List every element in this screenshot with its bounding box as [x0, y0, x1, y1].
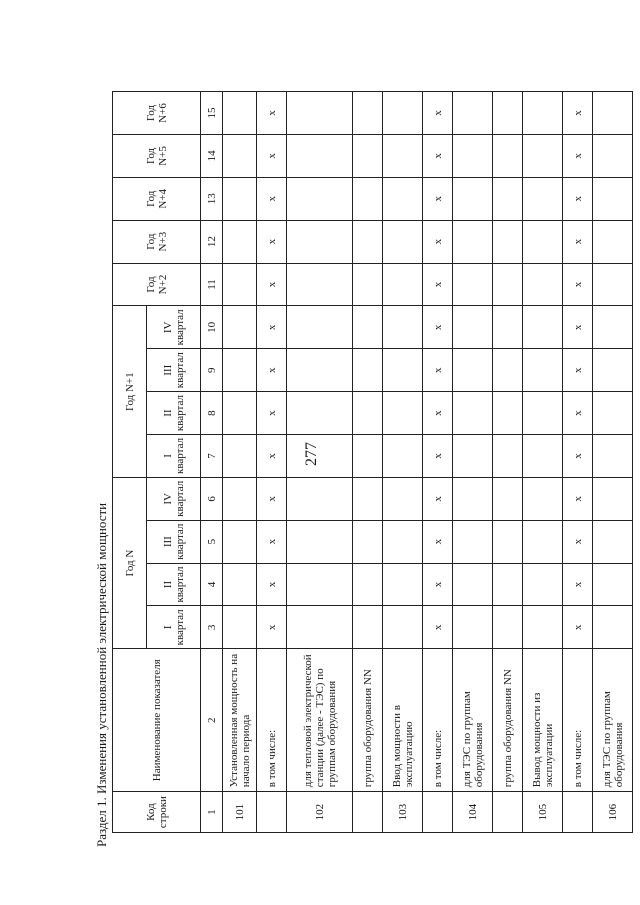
table-cell: [593, 563, 633, 606]
table-cell: [593, 520, 633, 563]
header-quarter-3: III квартал: [147, 349, 201, 392]
rotated-page-content: [92, 87, 625, 847]
table-cell: [493, 220, 523, 263]
row-code: 101: [223, 792, 257, 833]
table-cell: [353, 563, 383, 606]
column-number: 1: [201, 792, 223, 833]
row-name: Вывод мощности из эксплуатации: [523, 649, 563, 792]
header-quarter-1: I квартал: [147, 435, 201, 478]
table-cell: х: [423, 606, 453, 649]
table-body: [223, 92, 633, 833]
row-name: в том числе:: [563, 649, 593, 792]
row-code: 105: [523, 792, 563, 833]
table-cell: [493, 520, 523, 563]
column-number: 10: [201, 306, 223, 349]
table-cell: [493, 134, 523, 177]
header-name: Наименование показателя: [113, 649, 201, 792]
table-cell: [593, 177, 633, 220]
table-cell: [523, 520, 563, 563]
header-code: Код строки: [113, 792, 201, 833]
table-cell: [453, 263, 493, 306]
table-cell: [493, 606, 523, 649]
row-name: в том числе:: [423, 649, 453, 792]
table-cell: [523, 477, 563, 520]
table-cell: [287, 134, 353, 177]
table-cell: х: [423, 477, 453, 520]
table-cell: [287, 263, 353, 306]
table-cell: х: [423, 435, 453, 478]
table-cell: х: [423, 520, 453, 563]
row-name: для ТЭС по группам оборудования: [593, 649, 633, 792]
table-cell: [353, 263, 383, 306]
column-number: 8: [201, 392, 223, 435]
header-year-n6: Год N+6: [113, 92, 201, 135]
column-number: 6: [201, 477, 223, 520]
table-cell: х: [423, 92, 453, 135]
table-cell: [523, 177, 563, 220]
table-cell: [453, 220, 493, 263]
column-number-row: [201, 92, 223, 833]
table-cell: [593, 606, 633, 649]
table-cell: х: [257, 92, 287, 135]
table-cell: [523, 435, 563, 478]
column-number: 2: [201, 649, 223, 792]
table-cell: [383, 92, 423, 135]
row-code: [257, 792, 287, 833]
table-cell: [223, 177, 257, 220]
table-cell: х: [563, 606, 593, 649]
table-cell: [523, 563, 563, 606]
table-cell: [493, 435, 523, 478]
table-cell: х: [257, 220, 287, 263]
row-name: группа оборудования NN: [353, 649, 383, 792]
table-row: [423, 92, 453, 833]
table-cell: [453, 520, 493, 563]
table-row: [353, 92, 383, 833]
table-cell: [493, 177, 523, 220]
capacity-table: [112, 91, 633, 833]
row-code: 103: [383, 792, 423, 833]
table-cell: [223, 477, 257, 520]
table-cell: х: [423, 220, 453, 263]
table-cell: х: [257, 306, 287, 349]
table-cell: [223, 606, 257, 649]
table-cell: [383, 563, 423, 606]
header-quarter-2: II квартал: [147, 392, 201, 435]
header-year-n4: Год N+4: [113, 177, 201, 220]
row-code: 104: [453, 792, 493, 833]
table-cell: [223, 306, 257, 349]
table-cell: х: [423, 306, 453, 349]
table-cell: [523, 134, 563, 177]
table-cell: х: [563, 435, 593, 478]
row-code: 102: [287, 792, 353, 833]
table-cell: [493, 477, 523, 520]
header-year-n1: Год N+1: [113, 306, 147, 477]
table-cell: х: [423, 263, 453, 306]
table-cell: [453, 435, 493, 478]
table-cell: [223, 92, 257, 135]
table-cell: [223, 220, 257, 263]
table-cell: [453, 349, 493, 392]
table-cell: [287, 92, 353, 135]
table-cell: [287, 220, 353, 263]
column-number: 3: [201, 606, 223, 649]
table-cell: [493, 349, 523, 392]
table-cell: [493, 92, 523, 135]
row-code: 106: [593, 792, 633, 833]
table-cell: [453, 92, 493, 135]
table-cell: [593, 392, 633, 435]
table-cell: х: [563, 92, 593, 135]
table-cell: х: [257, 177, 287, 220]
table-row: [593, 92, 633, 833]
table-cell: [287, 477, 353, 520]
table-cell: [593, 92, 633, 135]
table-cell: [523, 92, 563, 135]
header-quarter-2: II квартал: [147, 563, 201, 606]
table-cell: [287, 392, 353, 435]
table-cell: [287, 306, 353, 349]
table-cell: [223, 349, 257, 392]
table-cell: х: [257, 134, 287, 177]
table-cell: [383, 520, 423, 563]
table-cell: х: [423, 392, 453, 435]
table-cell: [493, 263, 523, 306]
row-code: [423, 792, 453, 833]
table-cell: [353, 477, 383, 520]
table-cell: х: [257, 520, 287, 563]
table-cell: [353, 349, 383, 392]
table-cell: х: [423, 177, 453, 220]
table-cell: [353, 392, 383, 435]
column-number: 9: [201, 349, 223, 392]
column-number: 4: [201, 563, 223, 606]
table-cell: [593, 306, 633, 349]
column-number: 13: [201, 177, 223, 220]
table-cell: х: [257, 477, 287, 520]
table-cell: [453, 177, 493, 220]
table-row: [453, 92, 493, 833]
table-cell: [493, 392, 523, 435]
column-number: 11: [201, 263, 223, 306]
table-cell: [593, 263, 633, 306]
table-cell: [453, 477, 493, 520]
table-cell: [383, 134, 423, 177]
row-name: для тепловой электрической станции (далее - ТЭС) по группам оборудования: [287, 649, 353, 792]
table-cell: [383, 435, 423, 478]
table-cell: [287, 177, 353, 220]
table-cell: х: [563, 349, 593, 392]
header-quarter-1: I квартал: [147, 606, 201, 649]
table-cell: [593, 477, 633, 520]
table-cell: [223, 435, 257, 478]
table-cell: [453, 134, 493, 177]
table-row: [523, 92, 563, 833]
table-cell: х: [563, 220, 593, 263]
table-cell: [353, 220, 383, 263]
table-cell: [287, 520, 353, 563]
table-cell: х: [563, 392, 593, 435]
header-quarter-3: III квартал: [147, 520, 201, 563]
row-code: [353, 792, 383, 833]
table-cell: х: [257, 263, 287, 306]
table-cell: [523, 349, 563, 392]
table-cell: [353, 177, 383, 220]
table-cell: х: [423, 563, 453, 606]
table-cell: х: [563, 263, 593, 306]
table-cell: х: [257, 606, 287, 649]
table-cell: х: [563, 563, 593, 606]
table-cell: [523, 606, 563, 649]
table-cell: [287, 563, 353, 606]
table-cell: [523, 263, 563, 306]
row-name: в том числе:: [257, 649, 287, 792]
table-cell: [353, 606, 383, 649]
column-number: 15: [201, 92, 223, 135]
table-cell: [287, 349, 353, 392]
page-number: 277: [303, 442, 320, 466]
table-cell: [593, 435, 633, 478]
table-cell: [287, 606, 353, 649]
table-cell: [593, 220, 633, 263]
table-cell: [383, 306, 423, 349]
table-cell: [383, 349, 423, 392]
table-cell: х: [563, 177, 593, 220]
row-code: [563, 792, 593, 833]
table-cell: [453, 392, 493, 435]
table-cell: [453, 606, 493, 649]
table-cell: [223, 520, 257, 563]
table-row: [287, 92, 353, 833]
header-quarter-4: IV квартал: [147, 477, 201, 520]
table-cell: [353, 92, 383, 135]
row-name: группа оборудования NN: [493, 649, 523, 792]
table-cell: х: [423, 134, 453, 177]
table-cell: [223, 134, 257, 177]
column-number: 14: [201, 134, 223, 177]
row-code: [493, 792, 523, 833]
table-cell: [593, 349, 633, 392]
table-cell: х: [563, 520, 593, 563]
table-cell: [493, 563, 523, 606]
section-title: Раздел 1. Изменения установленной электрической мощности: [94, 502, 109, 847]
table-cell: х: [257, 435, 287, 478]
table-cell: [493, 306, 523, 349]
table-row: [257, 92, 287, 833]
table-row: [383, 92, 423, 833]
table-cell: [383, 263, 423, 306]
table-cell: [383, 220, 423, 263]
table-cell: [353, 435, 383, 478]
table-cell: [353, 134, 383, 177]
header-year-n2: Год N+2: [113, 263, 201, 306]
row-name: Ввод мощности в эксплуатацию: [383, 649, 423, 792]
table-cell: [353, 306, 383, 349]
table-cell: х: [563, 477, 593, 520]
table-cell: х: [563, 134, 593, 177]
column-number: 12: [201, 220, 223, 263]
row-name: Установленная мощность на начало периода: [223, 649, 257, 792]
table-cell: х: [257, 563, 287, 606]
table-row: [223, 92, 257, 833]
row-name: для ТЭС по группам оборудования: [453, 649, 493, 792]
table-row: [493, 92, 523, 833]
header-year-n3: Год N+3: [113, 220, 201, 263]
table-cell: [223, 263, 257, 306]
table-cell: [383, 177, 423, 220]
table-cell: [383, 392, 423, 435]
table-cell: [453, 563, 493, 606]
table-cell: [223, 392, 257, 435]
table-cell: [523, 220, 563, 263]
table-cell: [523, 306, 563, 349]
table-cell: х: [563, 306, 593, 349]
header-year-n: Год N: [113, 477, 147, 648]
table-cell: [223, 563, 257, 606]
column-number: 5: [201, 520, 223, 563]
table-cell: х: [257, 392, 287, 435]
table-cell: [453, 306, 493, 349]
header-year-n5: Год N+5: [113, 134, 201, 177]
table-cell: х: [423, 349, 453, 392]
table-cell: х: [257, 349, 287, 392]
header-quarter-4: IV квартал: [147, 306, 201, 349]
table-cell: [287, 435, 353, 478]
table-cell: [523, 392, 563, 435]
table-cell: [353, 520, 383, 563]
column-number: 7: [201, 435, 223, 478]
table-cell: [383, 477, 423, 520]
table-row: [563, 92, 593, 833]
table-cell: [383, 606, 423, 649]
table-cell: [593, 134, 633, 177]
